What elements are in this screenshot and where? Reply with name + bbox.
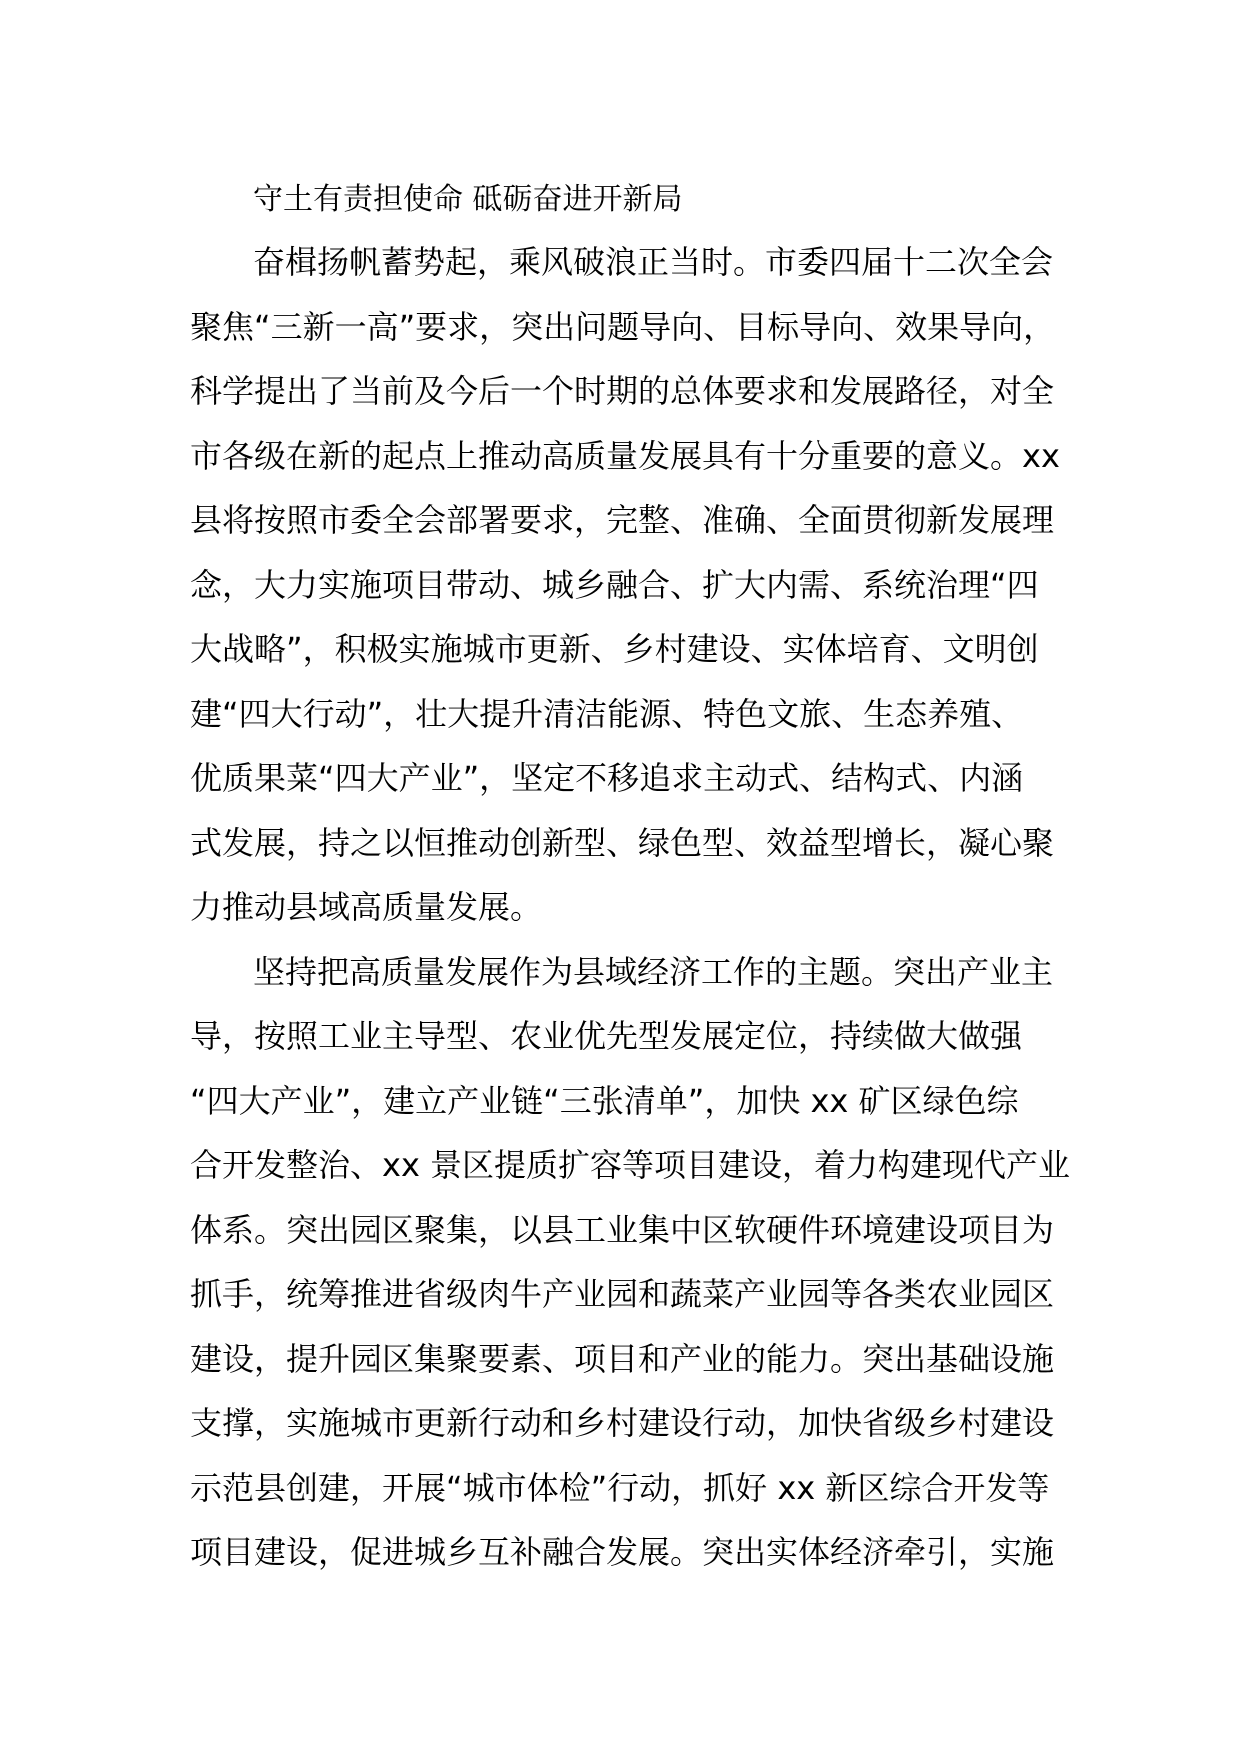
paragraph-line: 示范县创建，开展“城市体检”行动，抓好 xx 新区综合开发等 xyxy=(190,1468,1050,1507)
paragraph-line: 科学提出了当前及今后一个时期的总体要求和发展路径，对全 xyxy=(190,372,1055,410)
paragraph-line: 导，按照工业主导型、农业优先型发展定位，持续做大做强 xyxy=(190,1017,1023,1055)
paragraph-line: 聚焦“三新一高”要求，突出问题导向、目标导向、效果导向， xyxy=(190,307,1056,346)
paragraph-line: 坚持把高质量发展作为县域经济工作的主题。突出产业主 xyxy=(253,952,1054,991)
paragraph-line: 合开发整治、xx 景区提质扩容等项目建设，着力构建现代产业 xyxy=(190,1146,1071,1184)
paragraph-line: 市各级在新的起点上推动高质量发展具有十分重要的意义。xx xyxy=(190,436,1060,475)
paragraph-line: 建“四大行动”，壮大提升清洁能源、特色文旅、生态养殖、 xyxy=(190,694,1024,733)
paragraph-line: 念，大力实施项目带动、城乡融合、扩大内需、系统治理“四 xyxy=(190,565,1039,604)
paragraph-line: 县将按照市委全会部署要求，完整、准确、全面贯彻新发展理 xyxy=(190,501,1055,539)
paragraph-line: 优质果菜“四大产业”，坚定不移追求主动式、结构式、内涵 xyxy=(190,759,1024,797)
paragraph-line: 奋楫扬帆蓄势起，乘风破浪正当时。市委四届十二次全会 xyxy=(253,243,1054,281)
document-body xyxy=(190,170,1090,1585)
paragraph-line: 项目建设，促进城乡互补融合发展。突出实体经济牵引，实施 xyxy=(190,1533,1055,1571)
paragraph-line: 式发展，持之以恒推动创新型、绿色型、效益型增长，凝心聚 xyxy=(190,823,1055,862)
document-title: 守土有责担使命 砥砺奋进开新局 xyxy=(253,182,683,217)
paragraph-line: 体系。突出园区聚集，以县工业集中区软硬件环境建设项目为 xyxy=(190,1210,1055,1249)
paragraph-line: “四大产业”，建立产业链“三张清单”，加快 xx 矿区绿色综 xyxy=(190,1081,1019,1120)
paragraph-line: 建设，提升园区集聚要素、项目和产业的能力。突出基础设施 xyxy=(190,1339,1055,1378)
paragraph-2 xyxy=(190,940,1090,1585)
paragraph-line: 力推动县域高质量发展。 xyxy=(190,888,543,926)
paragraph-1 xyxy=(190,230,1090,940)
paragraph-line: 大战略”，积极实施城市更新、乡村建设、实体培育、文明创 xyxy=(190,630,1039,668)
paragraph-line: 支撑，实施城市更新行动和乡村建设行动，加快省级乡村建设 xyxy=(190,1404,1055,1442)
paragraph-line: 抓手，统筹推进省级肉牛产业园和蔬菜产业园等各类农业园区 xyxy=(190,1275,1055,1313)
